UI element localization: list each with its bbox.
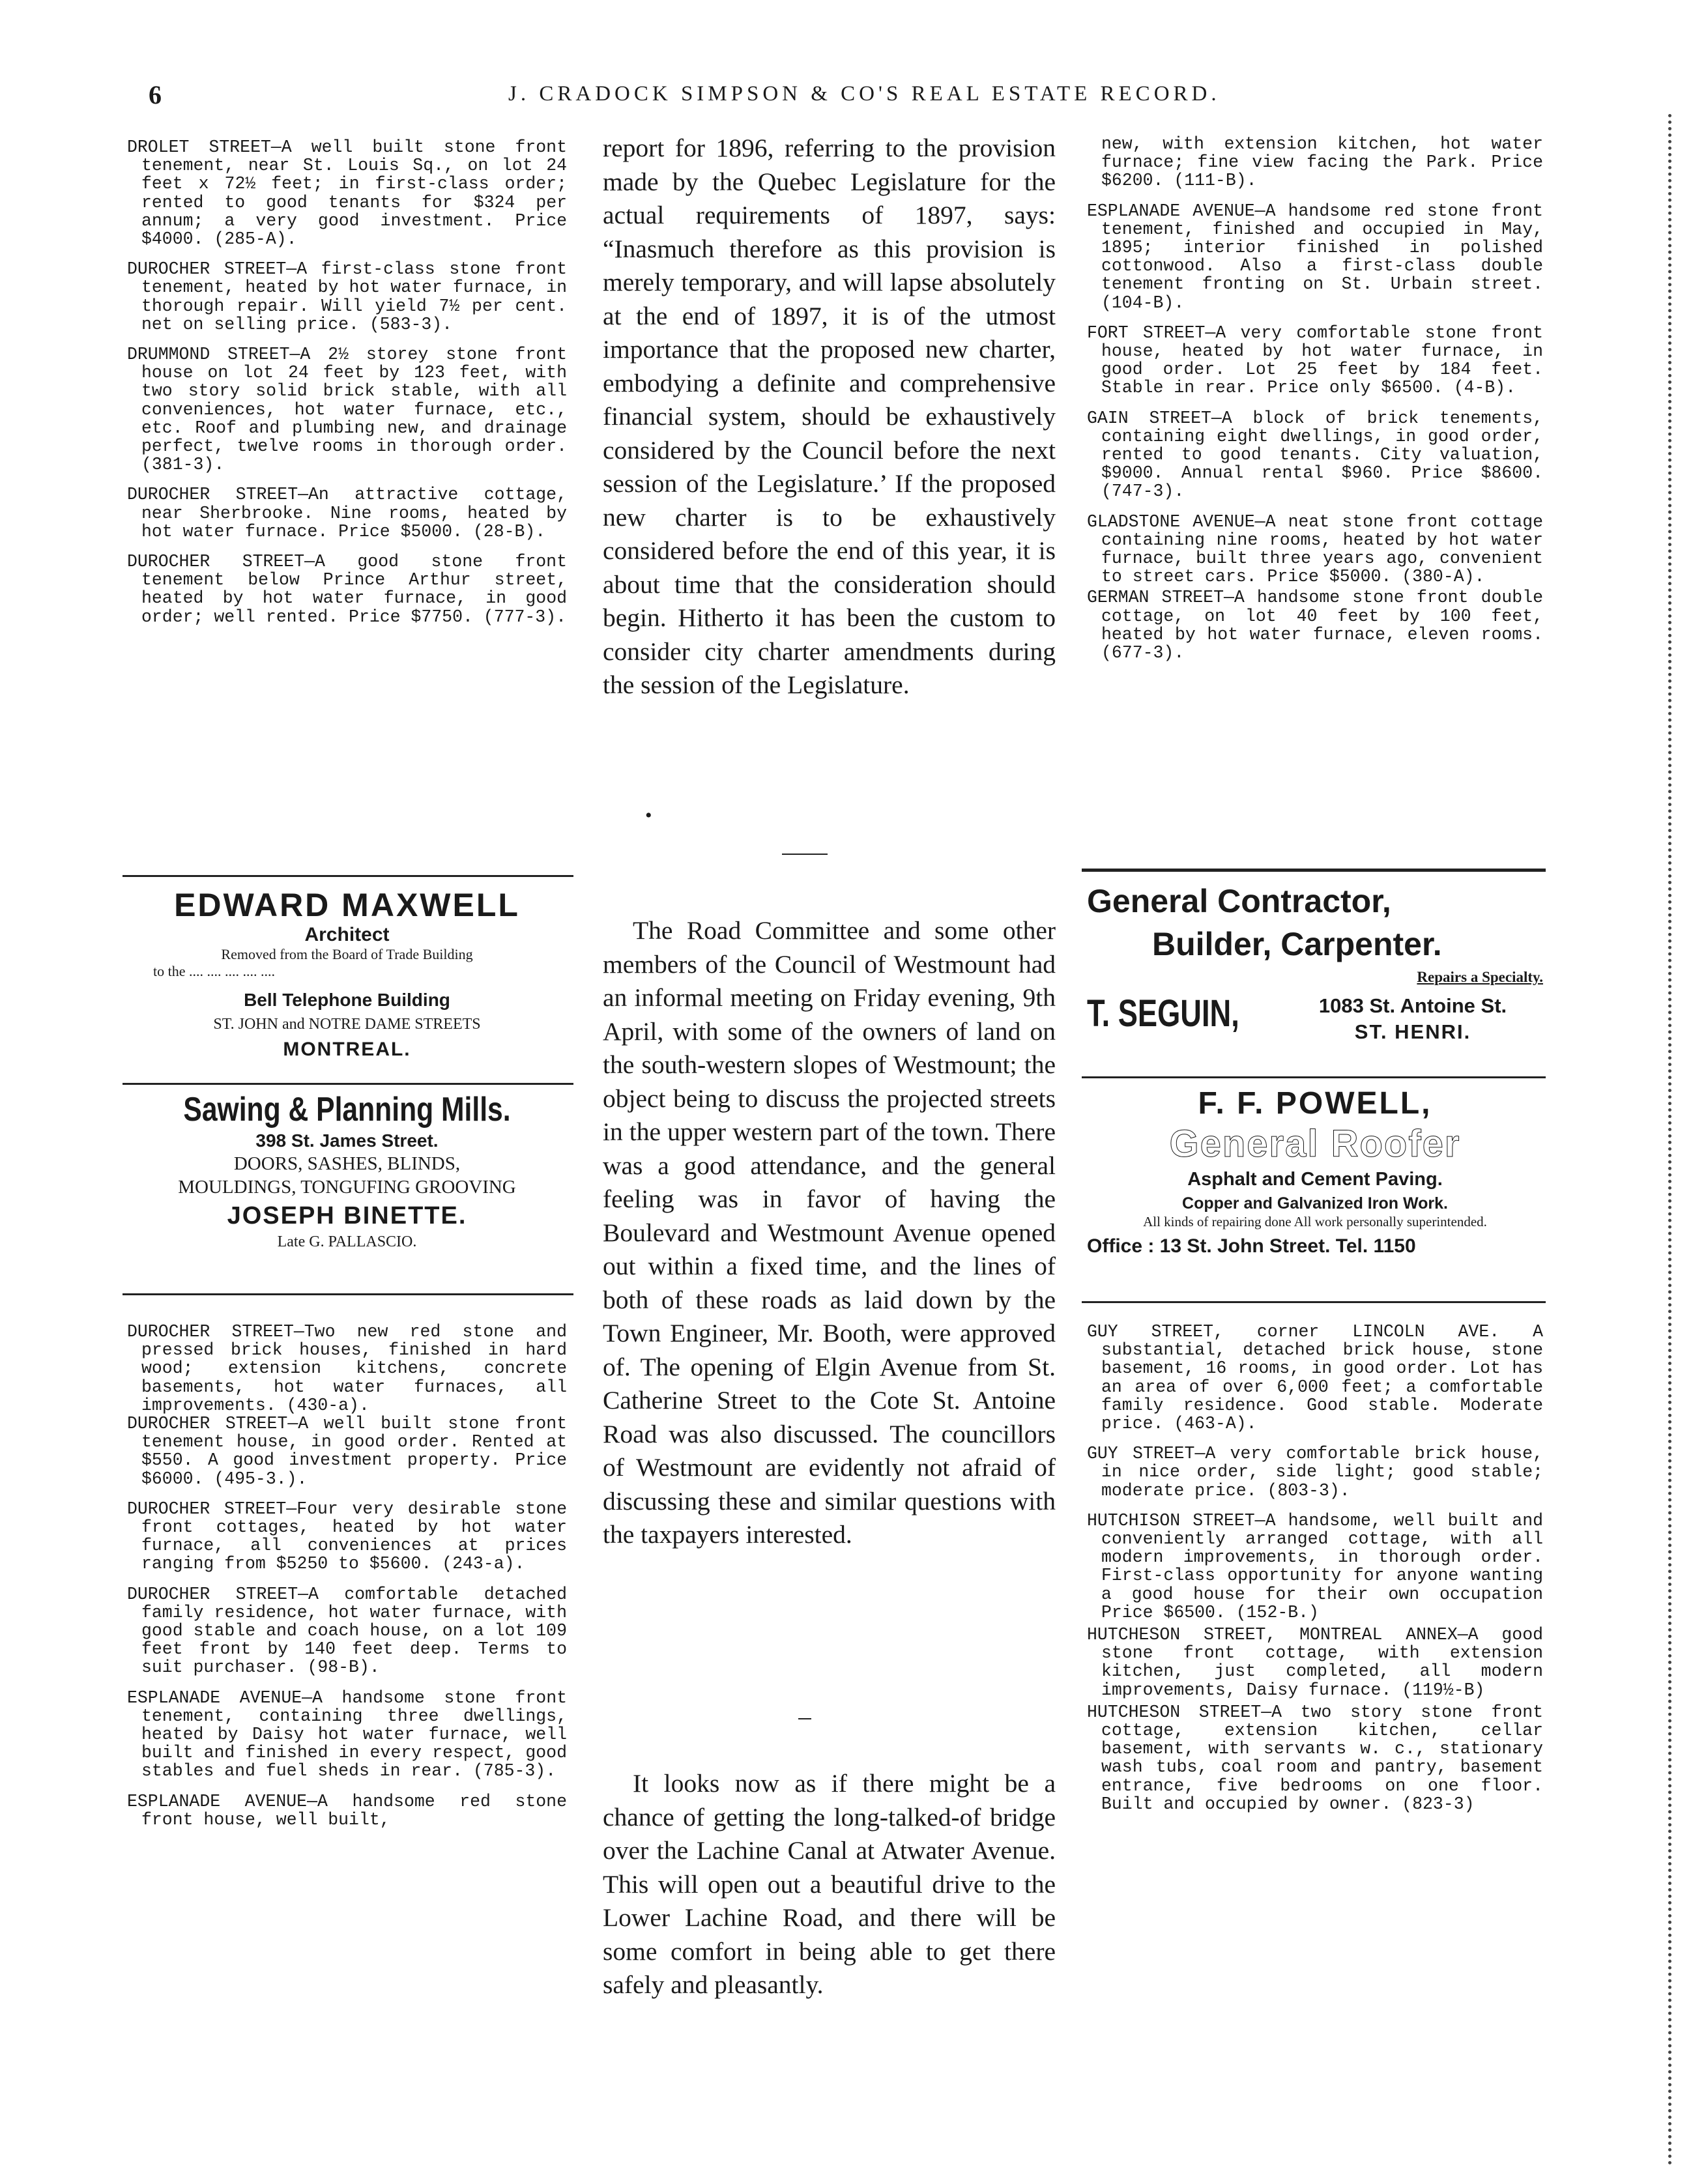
column-2-article-3 <box>603 1767 1056 2002</box>
column-1-listings-top <box>127 138 567 638</box>
column-3-listings-bottom <box>1087 1323 1543 1825</box>
article-paragraph <box>603 1767 1056 2002</box>
listing: DRUMMOND STREET—A 2½ storey stone front house on lot 24 feet by 123 feet, with two story solid brick stable, with all conveniences, hot water furnace, etc., etc. Roof and plumbing new, and drainage perfect, twelve rooms in thorough order. (381-3). <box>127 345 567 475</box>
ad-powell-title: General Roofer <box>1169 1123 1461 1165</box>
separator <box>1082 869 1546 872</box>
listing: DUROCHER STREET—A good stone front tenement below Prince Arthur street, heated by hot water furnace, in good order; well rented. Price $7750. (777-3). <box>127 552 567 627</box>
ad-maxwell-line2: to the .... .... .... .... .... <box>153 963 275 979</box>
ad-seguin-name: T. SEGUIN, <box>1087 992 1239 1035</box>
column-3-listings-top <box>1087 135 1543 674</box>
ad-maxwell-name: EDWARD MAXWELL <box>174 887 520 923</box>
separator <box>123 875 573 877</box>
listing: ESPLANADE AVENUE—A handsome stone front tenement, containing three dwellings, heated by Daisy hot water furnace, well built and finished in every respect, good stables and fuel sheds in rear. (785-3). <box>127 1688 567 1781</box>
listing: DUROCHER STREET—An attractive cottage, near Sherbrooke. Nine rooms, heated by hot water furnace. Price $5000. (28-B). <box>127 485 567 541</box>
separator <box>1082 1076 1546 1078</box>
listing: DROLET STREET—A well built stone front tenement, near St. Louis Sq., on lot 24 feet x 72½ feet; in first-class order; rented to good tenants for $324 per annum; a very good investment. Price $4000. (285-A). <box>127 137 567 250</box>
listing: GUY STREET—A very comfortable brick house, in nice order, side light; good stable; moderate price. (803-3). <box>1087 1444 1543 1501</box>
article-text: The Road Committee and some other members of the Council of Westmount had an informal meeting on Friday evening, 9th April, with some of the owners of land on the south-western slopes of Westmount; the object being to discuss the projected streets in the upper western part of the town. There was a good attendance, and the general feeling was in favor of having the Boulevard and Westmount Avenue opened out within a fixed time, and the lines of both of these roads as laid down by the Town Engineer, Mr. Booth, were approved of. The opening of Elgin Avenue from St. Catherine Street to the Cote St. Antoine Road was also discussed. The councillors of Westmount are evidently not afraid of discussing these and similar questions with the taxpayers interested. <box>603 916 1056 1549</box>
listing: ESPLANADE AVENUE—A handsome red stone front tenement, finished and occupied in May, 1895; interior finished in polished cottonwood. Also a first-class double tenement fronting on St. Urbain street. (104-B). <box>1087 201 1543 313</box>
article-paragraph <box>603 914 1056 1552</box>
ad-powell-line2: Copper and Galvanized Iron Work. <box>1182 1194 1448 1213</box>
ad-binette-title: Sawing & Planning Mills. <box>183 1091 511 1128</box>
column-2-article-2 <box>603 914 1056 1552</box>
running-title: J. CRADOCK SIMPSON & CO'S REAL ESTATE RECORD. <box>508 82 1221 106</box>
separator <box>123 1293 573 1295</box>
ad-joseph-binette <box>127 1089 567 1251</box>
ad-binette-late: Late G. PALLASCIO. <box>277 1233 417 1250</box>
listing: DUROCHER STREET—A first-class stone front tenement, heated by hot water furnace, in thorough repair. Will yield 7½ per cent. net on selling price. (583-3). <box>127 259 567 334</box>
column-1-listings-bottom <box>127 1323 567 1841</box>
page-header <box>0 79 1706 119</box>
separator <box>123 1083 573 1085</box>
page-number: 6 <box>149 80 162 109</box>
listing: HUTCHESON STREET—A two story stone front cottage, extension kitchen, cellar basement, with servants w. c., stationary wash tubs, coal room and pantry, basement entrance, five bedrooms on one floor. Built and occupied by owner. (823-3) <box>1087 1702 1543 1814</box>
short-rule <box>798 1718 811 1719</box>
article-text: It looks now as if there might be a chance of getting the long-talked-of bridge over the Lachine Canal at Atwater Avenue. This will open out a beautiful drive to the Lower Lachine Road, and there will be some comfort in being able to get there safely and pleasantly. <box>603 1769 1056 1999</box>
ad-binette-line1: DOORS, SASHES, BLINDS, <box>233 1153 461 1174</box>
listing: new, with extension kitchen, hot water furnace; fine view facing the Park. Price $6200. (111-B). <box>1101 134 1543 191</box>
listing: DUROCHER STREET—Four very desirable stone front cottages, heated by hot water furnace, all conveniences at prices ranging from $5250 to $5600. (243-a). <box>127 1499 567 1574</box>
listing: GERMAN STREET—A handsome stone front double cottage, on lot 40 feet by 100 feet, heated by hot water furnace, eleven rooms. (677-3). <box>1087 588 1543 663</box>
listing: DUROCHER STREET—Two new red stone and pressed brick houses, finished in hard wood; extension kitchens, concrete basements, hot water furnaces, all improvements. (430-a). <box>127 1322 567 1415</box>
ad-maxwell-streets: ST. JOHN and NOTRE DAME STREETS <box>213 1016 481 1033</box>
listing: GUY STREET, corner LINCOLN AVE. A substantial, detached brick house, stone basement, 16 rooms, in good order. Lot has an area of over 6,000 feet; a comfortable family residence. Good stable. Moderate price. (463-A). <box>1087 1322 1543 1434</box>
short-rule <box>782 854 828 855</box>
page-edge-rule <box>1668 114 1675 2166</box>
ad-maxwell-city: MONTREAL. <box>283 1039 411 1060</box>
ad-seguin-specialty: Repairs a Specialty. <box>1417 969 1543 985</box>
ad-seguin-line2: Builder, Carpenter. <box>1152 926 1442 962</box>
listing: FORT STREET—A very comfortable stone front house, heated by hot water furnace, in good order. Lot 25 feet by 184 feet. Stable in rear. Price only $6500. (4-B). <box>1087 323 1543 398</box>
ad-powell-line1: Asphalt and Cement Paving. <box>1187 1169 1443 1190</box>
listing: ESPLANADE AVENUE—A handsome red stone front house, well built, <box>127 1791 567 1830</box>
listing: DUROCHER STREET—A well built stone front tenement house, in good order. Rented at $550. A good investment property. Price $6000. (495-3.). <box>127 1414 567 1489</box>
article-paragraph: report for 1896, referring to the provision made by the Quebec Legislature for the actual requirements of 1897, says: “Inasmuch therefore as this provision is merely temporary, and will lapse absolutely at the end of 1897, it is of the utmost importance that the proposed new charter, embodying a definite and comprehensive financial system, should be exhaustively considered by the Council before the next session of the Legislature.’ If the proposed new charter is to be exhaustively considered before the end of this year, it is about time that the consideration should begin. Hitherto it has been the custom to consider city charter amendments during the session of the Legislature. <box>603 134 1056 699</box>
ad-maxwell-line1: Removed from the Board of Trade Building <box>221 946 473 962</box>
ad-powell-line3: All kinds of repairing done All work personally superintended. <box>1143 1214 1487 1229</box>
ad-t-seguin <box>1087 880 1543 1052</box>
ink-dot: • <box>645 805 652 826</box>
ad-seguin-addr1: 1083 St. Antoine St. <box>1318 994 1507 1017</box>
ad-powell-name: F. F. POWELL, <box>1198 1086 1432 1121</box>
ad-binette-line2: MOULDINGS, TONGUFING GROOVING <box>178 1177 516 1198</box>
ad-ff-powell <box>1087 1085 1543 1263</box>
ad-powell-office: Office : 13 St. John Street. Tel. 1150 <box>1087 1235 1416 1257</box>
listing: HUTCHISON STREET—A handsome, well built and conveniently arranged cottage, with all modern improvements, in thorough order. First-class opportunity for anyone wanting a good house for their own occupation Price $6500. (152-B.) <box>1087 1510 1543 1622</box>
column-2-article-1 <box>603 132 1056 702</box>
listing: GLADSTONE AVENUE—A neat stone front cottage containing nine rooms, heated by hot water furnace, built three years ago, convenient to street cars. Price $5000. (380-A). <box>1087 511 1543 587</box>
listing: HUTCHESON STREET, MONTREAL ANNEX—A good stone front cottage, with extension kitchen, just completed, all modern improvements, Daisy furnace. (119½-B) <box>1087 1625 1543 1700</box>
ad-maxwell-building: Bell Telephone Building <box>244 990 450 1010</box>
listing: GAIN STREET—A block of brick tenements, containing eight dwellings, in good order, rented to good tenants. City valuation, $9000. Annual rental $960. Price $8600. (747-3). <box>1087 408 1543 502</box>
ad-seguin-line1: General Contractor, <box>1087 883 1391 919</box>
ad-binette-name: JOSEPH BINETTE. <box>227 1202 467 1229</box>
separator <box>1082 1301 1546 1303</box>
ad-seguin-addr2: ST. HENRI. <box>1354 1020 1471 1043</box>
ad-edward-maxwell <box>127 886 567 1066</box>
ad-binette-address: 398 St. James Street. <box>255 1130 439 1151</box>
ad-maxwell-title: Architect <box>304 924 390 945</box>
listing: DUROCHER STREET—A comfortable detached family residence, hot water furnace, with good stable and coach house, on a lot 109 feet front by 140 feet deep. Terms to suit purchaser. (98-B). <box>127 1584 567 1678</box>
